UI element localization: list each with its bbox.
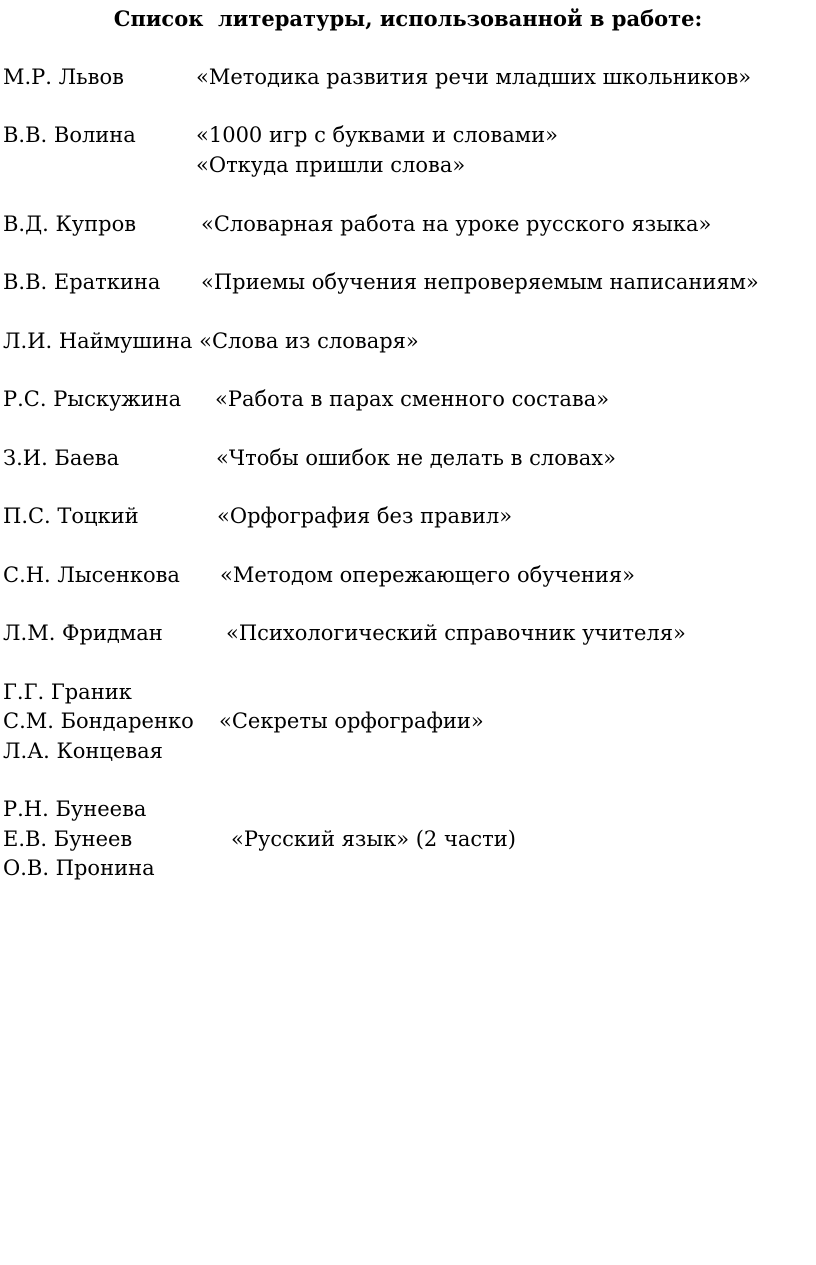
entry-author: Е.В. Бунеев [3,827,133,851]
entry-title: «1000 игр с буквами и словами» [196,123,558,147]
entry-author: В.В. Волина [3,123,136,147]
entry-title: «Работа в парах сменного состава» [215,387,610,411]
entry-author: Г.Г. Граник [3,680,132,704]
entry-author: П.С. Тоцкий [3,504,139,528]
entry-title: «Методика развития речи младших школьников» [196,65,752,89]
entry-title: «Русский язык» (2 части) [231,827,516,851]
entry-author: В.Д. Купров [3,212,137,236]
entry-title: «Методом опережающего обучения» [220,563,635,587]
entry-author: Л.И. Наймушина «Слова из словаря» [3,329,419,353]
entry-title: «Словарная работа на уроке русского языка» [201,212,712,236]
entry-title: «Откуда пришли слова» [196,153,466,177]
entry-title: «Чтобы ошибок не делать в словах» [216,446,616,470]
entry-title: «Психологический справочник учителя» [226,621,686,645]
entry-author: Р.С. Рыскужина [3,387,182,411]
entry-author: Л.М. Фридман [3,621,163,645]
entry-author: Р.Н. Бунеева [3,797,147,821]
entry-author: О.В. Пронина [3,856,155,880]
entry-title: «Приемы обучения непроверяемым написаниям» [201,270,759,294]
entry-author: С.Н. Лысенкова [3,563,180,587]
entry-title: «Секреты орфографии» [219,709,484,733]
entry-title: «Орфография без правил» [217,504,513,528]
page-title: Список литературы, использованной в работе: [113,6,703,31]
entry-author: З.И. Баева [3,446,120,470]
entry-author: С.М. Бондаренко [3,709,194,733]
entry-author: Л.А. Концевая [3,739,163,763]
entry-author: М.Р. Львов [3,65,124,89]
entry-author: В.В. Ераткина [3,270,161,294]
